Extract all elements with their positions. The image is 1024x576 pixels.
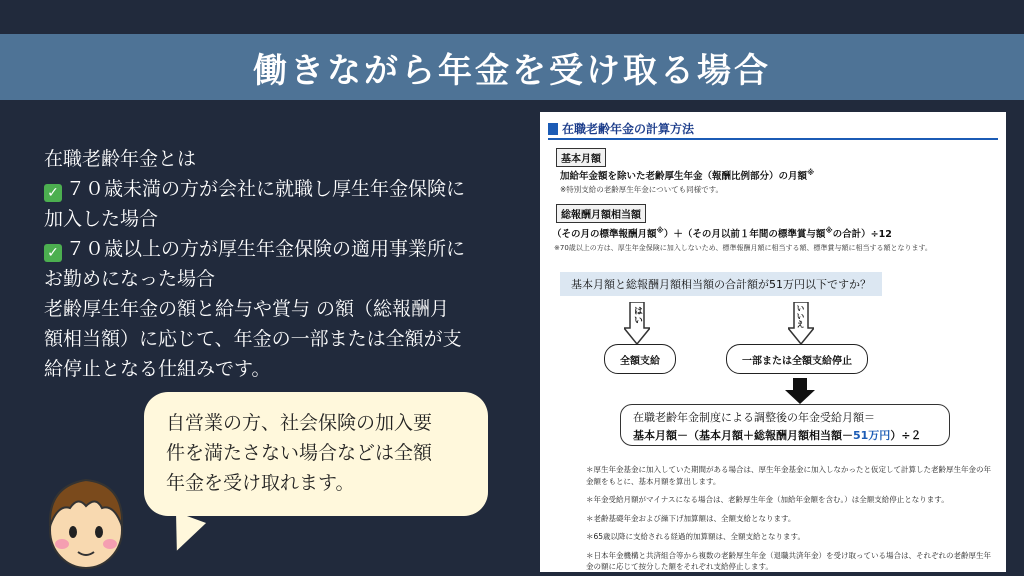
result-line-2: 基本月額－（基本月額＋総報酬月額相当額－51万円）÷２ (633, 429, 922, 442)
check-mark-icon: ✓ (44, 244, 62, 262)
text-line: 加入した場合 (44, 208, 159, 230)
footnote: ＊年金受給月額がマイナスになる場合は、老齢厚生年金（加給年金額を含む。）は全額支給停止となります。 (586, 495, 949, 504)
footnotes (586, 464, 996, 572)
total-remuneration-formula: （その月の標準報酬月額※）＋（その月以前１年間の標準賞与額※の合計）÷12 (552, 226, 892, 241)
question-box: 基本月額と総報酬月額相当額の合計額が51万円以下ですか？ (560, 272, 882, 296)
yes-label: はい (632, 306, 642, 324)
no-label: いいえ (796, 304, 805, 328)
total-remuneration-tag: 総報酬月額相当額 (556, 204, 646, 223)
page-title: 働きながら年金を受け取る場合 (253, 50, 771, 91)
text-line: 額相当額）に応じて、年金の一部または全額が支 (44, 328, 462, 350)
check-mark-icon: ✓ (44, 184, 62, 202)
bubble-line: 件を満たさない場合などは全額 (166, 442, 433, 464)
text-line-checked: ✓ ７０歳以上の方が厚生年金保険の適用事業所に (44, 234, 514, 264)
total-remuneration-note: ※70歳以上の方は、厚生年金保険に加入しないため、標準報酬月額に相当する額、標準賞与額に相当する額となります。 (554, 244, 932, 252)
text-line-checked: ✓ ７０歳未満の方が会社に就職し厚生年金保険に (44, 174, 514, 204)
full-payment-pill: 全額支給 (604, 344, 676, 374)
heading-square-icon (548, 123, 558, 135)
explanation-text (44, 144, 514, 384)
text-line: お勤めになった場合 (44, 268, 216, 290)
partial-stop-pill: 一部または全額支給停止 (726, 344, 868, 374)
basic-monthly-tag: 基本月額 (556, 148, 606, 167)
basic-monthly-note: ※特別支給の老齢厚生年金についても同様です。 (560, 185, 724, 194)
footnote: ＊老齢基礎年金および繰下げ加算額は、全額支給となります。 (586, 513, 796, 523)
text-line: 給停止となる仕組みです。 (44, 358, 271, 380)
footnote: ＊厚生年金基金に加入していた期間がある場合は、厚生年金基金に加入しなかったと仮定して計算した老齢厚生年金の年金額をもとに、基本月額を算出します。 (586, 465, 991, 486)
speech-bubble-tail (164, 512, 206, 557)
result-line-1: 在職老齢年金制度による調整後の年金受給月額＝ (633, 411, 875, 424)
text-line: 老齢厚生年金の額と給与や賞与 の額（総報酬月 (44, 298, 450, 320)
result-arrow-icon (785, 378, 815, 404)
calculation-document (540, 112, 1006, 572)
text-line: 在職老齢年金とは (44, 148, 197, 170)
footnote: ＊65歳以降に支給される経過的加算額は、全額支給となります。 (586, 532, 805, 541)
boy-avatar-icon (40, 468, 132, 572)
result-formula-box (620, 404, 950, 446)
bubble-line: 自営業の方、社会保険の加入要 (166, 412, 433, 434)
footnote: ＊日本年金機構と共済組合等から複数の老齢厚生年金（退職共済年金）を受け取っている場合は、それぞれの老齢厚生年金の額に応じて按分した額をそれぞれ支給停止します。 (586, 550, 991, 571)
speech-bubble (144, 392, 488, 516)
heading-underline (548, 138, 998, 140)
bubble-line: 年金を受け取れます。 (166, 472, 355, 494)
doc-heading: 在職老齢年金の計算方法 (548, 120, 694, 137)
basic-monthly-definition: 加給年金額を除いた老齢厚生年金（報酬比例部分）の月額※ (560, 168, 815, 183)
title-bar (0, 34, 1024, 100)
